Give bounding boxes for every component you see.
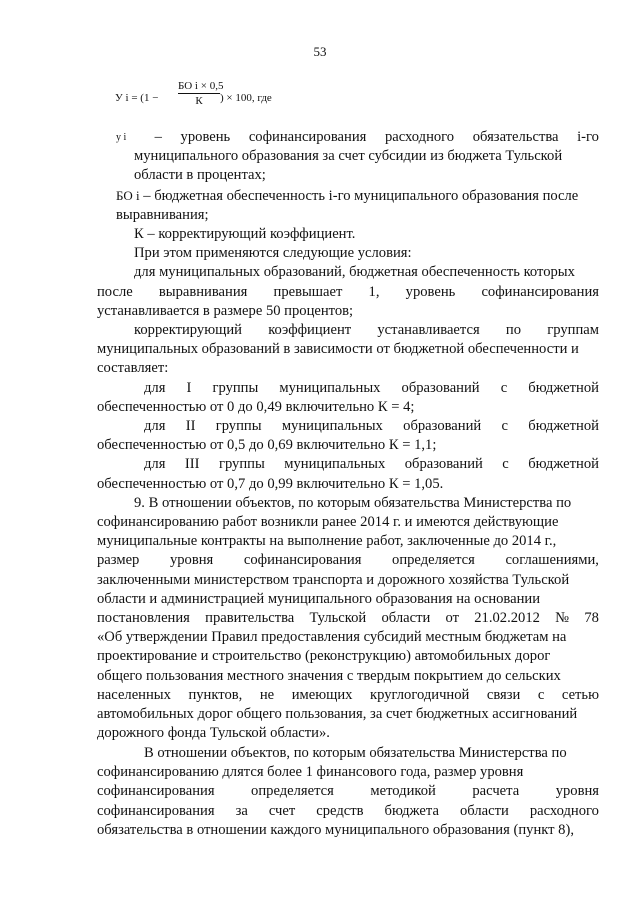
condition1-line3: устанавливается в размере 50 процентов; bbox=[97, 302, 354, 319]
word: уровень bbox=[405, 283, 456, 300]
group2-line2: обеспеченностью от 0,5 до 0,69 включительно К = 1,1; bbox=[97, 437, 437, 454]
word: определяется bbox=[392, 552, 475, 569]
word: группы bbox=[218, 456, 265, 473]
para9-line12: автомобильных дорог общего пользования, за счет бюджетных ассигнований bbox=[97, 706, 578, 723]
word: от bbox=[445, 610, 459, 627]
definition-y-line2: муниципального образования за счет субсидии из бюджета Тульской bbox=[134, 148, 563, 165]
para9-line5: заключенными министерством транспорта и дорожного хозяйства Тульской bbox=[97, 571, 570, 588]
para9-line1: 9. В отношении объектов, по которым обязательства Министерства по bbox=[134, 494, 572, 511]
word: имеющих bbox=[291, 686, 353, 703]
word: сетью bbox=[561, 686, 599, 703]
group3-line2: обеспеченностью от 0,7 до 0,99 включительно К = 1,05. bbox=[97, 475, 444, 492]
group1-line1 bbox=[97, 379, 599, 398]
word: круглогодичной bbox=[370, 686, 470, 703]
word: населенных bbox=[97, 686, 171, 703]
word: уровня bbox=[555, 783, 599, 800]
word: Тульской bbox=[309, 610, 367, 627]
para9-line6: области и администрацией муниципального образования на основании bbox=[97, 590, 541, 607]
word: расходного bbox=[529, 802, 599, 819]
word: софинансирования bbox=[97, 802, 215, 819]
para9-line7 bbox=[97, 609, 599, 628]
para9-line2: софинансированию работ возникли ранее 2014 г. и имеются действующие bbox=[97, 514, 559, 531]
word: средств bbox=[316, 802, 364, 819]
word: области bbox=[459, 802, 509, 819]
para9-line3: муниципальные контракты на выполнение работ, заключенные до 2014 г., bbox=[97, 533, 557, 550]
word: счет bbox=[268, 802, 296, 819]
definition-bo-text: – бюджетная обеспеченность i-го муниципального образования после bbox=[139, 187, 579, 204]
word: методикой bbox=[370, 783, 436, 800]
word: с bbox=[537, 686, 545, 703]
word: правительства bbox=[205, 610, 295, 627]
formula-fraction bbox=[178, 80, 224, 107]
word: расчета bbox=[472, 783, 520, 800]
formula-rhs: ) × 100, где bbox=[220, 92, 272, 104]
page-number: 53 bbox=[313, 44, 327, 59]
word: для bbox=[144, 418, 166, 435]
word: пунктов, bbox=[188, 686, 243, 703]
word: корректирующий bbox=[134, 322, 242, 339]
word: соглашениями, bbox=[505, 552, 599, 569]
para-last-line3 bbox=[97, 782, 599, 801]
para9-line13: дорожного фонда Тульской области». bbox=[97, 725, 330, 742]
word: за bbox=[235, 802, 248, 819]
word: связи bbox=[486, 686, 521, 703]
word: области bbox=[381, 610, 431, 627]
group3-line1 bbox=[97, 455, 599, 474]
word: № bbox=[555, 610, 570, 627]
formula-numerator: БО i × 0,5 bbox=[178, 80, 224, 92]
word: 21.02.2012 bbox=[474, 610, 540, 627]
condition1-line1: для муниципальных образований, бюджетная обеспеченность которых bbox=[134, 264, 575, 281]
word: III bbox=[184, 456, 200, 473]
condition2-line2: муниципальных образований в зависимости от бюджетной обеспеченности и bbox=[97, 341, 579, 358]
word: для bbox=[144, 379, 166, 396]
word: по bbox=[505, 322, 522, 339]
word: бюджетной bbox=[528, 456, 599, 473]
word: с bbox=[500, 379, 508, 396]
word: II bbox=[185, 418, 196, 435]
definition-bo-line2: выравнивания; bbox=[116, 206, 209, 223]
word: бюджета bbox=[384, 802, 439, 819]
word: бюджетной bbox=[528, 418, 599, 435]
word: I bbox=[186, 379, 192, 396]
para9-line9: проектирование и строительство (реконструкцию) автомобильных дорог bbox=[97, 648, 551, 665]
para9-line10: общего пользования местного значения с твердым покрытием до сельских bbox=[97, 667, 561, 684]
word: 78 bbox=[584, 610, 599, 627]
formula-denominator: К bbox=[195, 95, 203, 107]
definition-y-symbol: у i bbox=[116, 132, 127, 143]
definitions-block bbox=[97, 128, 599, 744]
word: образований bbox=[404, 456, 483, 473]
formula-lhs: У i = (1 − bbox=[115, 92, 159, 104]
para9-line11 bbox=[97, 686, 599, 705]
word: обязательства bbox=[472, 129, 559, 145]
para-last-line2: софинансированию длятся более 1 финансового года, размер уровня bbox=[97, 764, 524, 781]
para9-line4 bbox=[97, 551, 599, 570]
word: муниципальных bbox=[284, 456, 386, 473]
word: устанавливается bbox=[377, 322, 480, 339]
word: уровня bbox=[169, 552, 214, 569]
condition2-line1 bbox=[97, 321, 599, 340]
word: группы bbox=[215, 418, 262, 435]
word: выравнивания bbox=[158, 283, 248, 300]
word: определяется bbox=[251, 783, 334, 800]
word: с bbox=[502, 456, 509, 473]
word: i-го bbox=[577, 129, 599, 145]
word: не bbox=[259, 686, 275, 703]
condition1-line2 bbox=[97, 283, 599, 302]
word: образований bbox=[403, 418, 482, 435]
word: для bbox=[144, 456, 166, 473]
word: размер bbox=[97, 552, 140, 569]
para-last-line5: обязательства в отношении каждого муниципального образования (пункт 8), bbox=[97, 821, 574, 838]
word: группы bbox=[212, 379, 259, 396]
group1-line2: обеспеченностью от 0 до 0,49 включительно К = 4; bbox=[97, 398, 415, 415]
word: софинансирования bbox=[481, 283, 599, 300]
definition-y-line3: области в процентах; bbox=[134, 167, 266, 184]
group2-line1 bbox=[97, 417, 599, 436]
word: уровень bbox=[180, 129, 231, 145]
word: с bbox=[501, 418, 508, 435]
para9-line8: «Об утверждении Правил предоставления субсидий местным бюджетам на bbox=[97, 629, 567, 646]
word: после bbox=[97, 283, 133, 300]
word: муниципальных bbox=[281, 418, 383, 435]
word: образований bbox=[401, 379, 480, 396]
para-last-line4 bbox=[97, 802, 599, 821]
word: группам bbox=[547, 322, 599, 339]
word: коэффициент bbox=[268, 322, 352, 339]
word: 1, bbox=[368, 283, 380, 300]
word: постановления bbox=[97, 610, 190, 627]
para-last-line1: В отношении объектов, по которым обязательства Министерства по bbox=[144, 745, 567, 761]
last-paragraph bbox=[97, 744, 599, 840]
conditions-intro: При этом применяются следующие условия: bbox=[134, 245, 412, 262]
word: – bbox=[154, 129, 162, 145]
word: муниципальных bbox=[279, 379, 381, 396]
word: бюджетной bbox=[528, 379, 599, 396]
word: софинансирования bbox=[248, 129, 367, 145]
word: софинансирования bbox=[243, 552, 362, 569]
definition-y-line1 bbox=[97, 128, 599, 147]
word: софинансирования bbox=[97, 783, 215, 800]
condition2-line3: составляет: bbox=[97, 360, 169, 377]
definition-bo-symbol: БО i bbox=[116, 187, 140, 203]
word: превышает bbox=[273, 283, 343, 300]
definition-bo-line1 bbox=[97, 186, 599, 206]
definition-k-line: К – корректирующий коэффициент. bbox=[134, 226, 356, 243]
word: расходного bbox=[384, 129, 455, 145]
